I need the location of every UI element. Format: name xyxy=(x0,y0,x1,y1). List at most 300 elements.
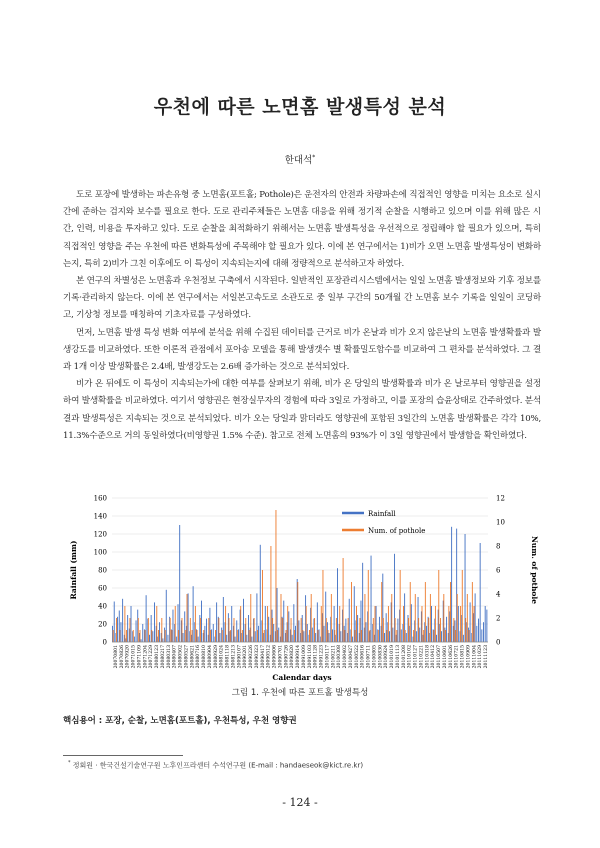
x-tick-label: 20090417 xyxy=(260,645,266,669)
pothole-bar xyxy=(405,630,406,642)
rainfall-bar xyxy=(332,629,333,642)
pothole-bar xyxy=(448,606,449,642)
x-tick-label: 20090701 xyxy=(278,645,284,669)
pothole-bar xyxy=(369,630,370,642)
pothole-bar xyxy=(455,630,456,642)
pothole-bar xyxy=(230,630,231,642)
pothole-bar xyxy=(277,630,278,642)
pothole-bar xyxy=(242,630,243,642)
pothole-bar xyxy=(418,618,419,642)
rainfall-bar xyxy=(134,637,135,642)
x-tick-label: 20110601 xyxy=(442,645,448,669)
y-tick-label: 80 xyxy=(98,566,107,575)
rainfall-bar xyxy=(255,631,256,642)
pothole-bar xyxy=(234,618,235,642)
rainfall-bar xyxy=(288,611,289,642)
pothole-bar xyxy=(356,606,357,642)
pothole-bar xyxy=(344,630,345,642)
paragraph-2: 본 연구의 차별성은 노면홈과 우천정보 구축에서 시작된다. 일반적인 포장관리시스템에서는 일일 노면홈 발생정보와 기후 정보를 기록·관리하지 않는다. 이에 본 연구에서는 서일본고속도로 소관도로 중 일부 구간의 50개월 간 노면홈 보수 기록을 일일이 코딩하고, 기상청 정보를 매칭하여 기초자료를 구성하였다. xyxy=(63,276,541,321)
pothole-bar xyxy=(161,618,162,642)
pothole-bar xyxy=(462,570,463,642)
y-tick-label: 20 xyxy=(98,620,107,629)
rainfall-bar xyxy=(193,586,194,642)
pothole-bar xyxy=(435,606,436,642)
pothole-bar xyxy=(368,570,369,642)
x-tick-label: 20100308 xyxy=(337,645,343,669)
rainfall-bar xyxy=(235,637,236,642)
paragraph-4: 비가 온 뒤에도 이 특성이 지속되는가에 대한 여부를 살펴보기 위해, 비가 온 당일의 발생확률과 비가 온 날로부터 영향권을 설정하여 발생확률을 비교하였다. 여기서 영향권은 현장실무자의 경험에 따라 3일로 가정하고, 이를 포장의 습윤상태로 간주하였다. 분석 결과 발생특성은 지속되는 것으로 분석되었다. 비가 오는 당일과 맑더라도 영향권에 포함된 3일간의 노면홈 발생확률은 각각 10%, 11.3%수준으로 거의 동일하였다(비영향권 1.5% 수준). 참고로 전체 노면홈의 93%가 이 3일 영향권에서 발생함을 확인하였다. xyxy=(63,379,541,441)
rainfall-bar xyxy=(243,599,244,642)
pothole-bar xyxy=(375,606,376,642)
pothole-bar xyxy=(474,606,475,642)
pothole-bar xyxy=(391,594,392,642)
pothole-bar xyxy=(257,630,258,642)
rainfall-bar xyxy=(401,629,402,642)
pothole-bar xyxy=(465,618,466,642)
pothole-bar xyxy=(331,594,332,642)
x-tick-label: 20091128 xyxy=(313,645,319,669)
rainfall-bar xyxy=(406,633,407,642)
rainfall-bar xyxy=(265,606,266,642)
pothole-bar xyxy=(181,618,182,642)
rainfall-bar xyxy=(366,622,367,642)
pothole-bar xyxy=(267,606,268,642)
x-tick-label: 20110507 xyxy=(437,645,443,669)
author-mark: * xyxy=(312,153,316,161)
pothole-bar xyxy=(156,606,157,642)
rainfall-bar xyxy=(204,626,205,642)
x-tick-label: 20101113 xyxy=(395,645,401,669)
pothole-bar xyxy=(187,594,188,642)
x-tick-label: 20080929 xyxy=(213,645,219,669)
pothole-bar xyxy=(165,630,166,642)
pothole-bar xyxy=(336,618,337,642)
y2-tick-label: 6 xyxy=(496,566,501,575)
rainfall-bar xyxy=(307,624,308,642)
x-tick-label: 20110909 xyxy=(466,645,472,669)
rainfall-bar xyxy=(362,563,363,642)
x-tick-label: 20080313 xyxy=(166,645,172,669)
rainfall-bar xyxy=(183,633,184,642)
x-tick-label: 20100616 xyxy=(360,645,366,669)
x-tick-label: 20081024 xyxy=(219,645,225,669)
pothole-bar xyxy=(270,546,271,642)
pothole-bar xyxy=(354,630,355,642)
rainfall-bar xyxy=(357,615,358,642)
rainfall-bar xyxy=(251,637,252,642)
pothole-bar xyxy=(148,618,149,642)
pothole-bar xyxy=(306,606,307,642)
pothole-bar xyxy=(395,618,396,642)
rainfall-bar xyxy=(220,633,221,642)
pothole-bar xyxy=(408,618,409,642)
rainfall-bar xyxy=(481,629,482,642)
rainfall-bar xyxy=(292,635,293,642)
pothole-bar xyxy=(119,630,120,642)
rainfall-bar xyxy=(303,631,304,642)
paragraph-1: 도로 포장에 발생하는 파손유형 중 노면홈(포트홀; Pothole)은 운전자의 안전과 차량파손에 직접적인 영향을 미치는 요소로 실시간에 준하는 검지와 보수를 필요로 한다. 도로 관리주체들은 노면홈 대응을 위해 정기적 순찰을 시행하고 있으며 이를 위해 많은 시간, 인력, 비용을 투자하고 있다. 도로 순찰을 최적화하기 위해서는 노면홈 발생특성을 우선적으로 정립해야 할 필요가 있으며, 특히 직접적인 영향을 주는 우천에 따른 변화특성에 주목해야 할 필요가 있다. 이에 본 연구에서는 1)비가 오면 노면홈 발생특성이 변화하는지, 특히 2)비가 그친 이후에도 이 특성이 지속되는지에 대해 정량적으로 분석하고자 하였다. xyxy=(63,190,541,269)
pothole-bar xyxy=(124,606,125,642)
legend-pothole-label: Num. of pothole xyxy=(368,527,426,535)
pothole-bar xyxy=(254,618,255,642)
pothole-bar xyxy=(343,558,344,642)
x-tick-label: 20091223 xyxy=(319,645,325,669)
pothole-bar xyxy=(403,606,404,642)
x-tick-label: 20080407 xyxy=(172,645,178,669)
x-tick-label: 20080621 xyxy=(190,645,196,669)
rainfall-bar xyxy=(278,628,279,642)
pothole-bar xyxy=(195,606,196,642)
rainfall-bar xyxy=(258,626,259,642)
x-tick-label: 20080716 xyxy=(196,645,202,669)
footnote-mark: * xyxy=(68,760,71,766)
rainfall-bar xyxy=(312,628,313,642)
pothole-bar xyxy=(415,594,416,642)
x-tick-label: 20081213 xyxy=(231,645,237,669)
x-tick-label: 20110318 xyxy=(425,645,431,669)
pothole-bar xyxy=(317,630,318,642)
pothole-bar xyxy=(467,594,468,642)
x-tick-label: 20111123 xyxy=(484,645,490,669)
rainfall-bar xyxy=(337,568,338,642)
x-tick-label: 20110626 xyxy=(448,645,454,669)
rainfall-bar xyxy=(431,606,432,642)
rainfall-bar xyxy=(463,635,464,642)
pothole-bar xyxy=(170,618,171,642)
rainfall-bar xyxy=(246,635,247,642)
x-tick-label: 20110721 xyxy=(454,645,460,669)
x-tick-label: 20081118 xyxy=(225,645,231,669)
keywords: 핵심용어 : 포장, 순찰, 노면홈(포트홀), 우천특성, 우천 영향권 xyxy=(63,716,297,726)
pothole-bar xyxy=(240,606,241,642)
rainfall-bar xyxy=(475,593,476,642)
pothole-bar xyxy=(215,630,216,642)
y2-tick-label: 4 xyxy=(496,590,501,599)
pothole-bar xyxy=(450,582,451,642)
rainfall-bar xyxy=(458,606,459,642)
author xyxy=(0,152,600,166)
x-tick-label: 20071015 xyxy=(131,645,137,669)
rainfall-bar xyxy=(122,599,123,642)
y-tick-labels xyxy=(94,495,107,647)
pothole-bar xyxy=(272,618,273,642)
rainfall-bar xyxy=(154,602,155,642)
legend-rainfall-label: Rainfall xyxy=(368,510,396,518)
rainfall-bar xyxy=(397,619,398,642)
x-tick-label: 20101208 xyxy=(401,645,407,669)
pothole-bar xyxy=(373,618,374,642)
rainfall-bar xyxy=(411,604,412,642)
pothole-bar xyxy=(396,630,397,642)
rainfall-bar xyxy=(273,624,274,642)
pothole-bar xyxy=(359,618,360,642)
rainfall-bar xyxy=(136,620,137,642)
x-tick-label: 20070801 xyxy=(113,645,119,669)
pothole-bar xyxy=(339,606,340,642)
rainfall-bar xyxy=(173,610,174,642)
x-tick-label: 20110412 xyxy=(431,645,437,669)
rainfall-bar xyxy=(384,633,385,642)
pothole-bar xyxy=(282,618,283,642)
pothole-bar xyxy=(425,582,426,642)
x-tick-label: 20100805 xyxy=(372,645,378,669)
rainfall-bar xyxy=(198,637,199,642)
rainfall-bar xyxy=(379,617,380,642)
rainfall-bar xyxy=(216,602,217,642)
rainfall-bar xyxy=(131,606,132,642)
pothole-bar xyxy=(113,630,114,642)
x-tick-label: 20071109 xyxy=(137,645,143,669)
pothole-bar xyxy=(348,618,349,642)
pothole-bar xyxy=(178,630,179,642)
rainfall-bar xyxy=(162,638,163,642)
pothole-bar xyxy=(116,618,117,642)
pothole-bar xyxy=(208,618,209,642)
pothole-bar xyxy=(291,618,292,642)
rainfall-bar xyxy=(179,525,180,642)
rainfall-bar xyxy=(268,617,269,642)
pothole-bar xyxy=(364,594,365,642)
pothole-bar xyxy=(171,630,172,642)
rainfall-bar xyxy=(295,626,296,642)
pothole-bar xyxy=(126,630,127,642)
x-tick-label: 20071229 xyxy=(149,645,155,669)
paragraph-3: 먼저, 노면홈 발생 특성 변화 여부에 분석을 위해 수집된 데이터를 근거로 비가 온날과 비가 오지 않은날의 노면홈 발생확률과 발생강도를 비교하였다. 또한 이론적 관점에서 포아송 모델을 통해 발생갯수 별 확률밀도함수를 비교하여 그 편차를 분석하였다. 그 결과 1개 이상 발생확률은 2.4배, 발생강도는 2.6배 증가하는 것으로 분석되었다. xyxy=(63,327,541,373)
pothole-bar xyxy=(275,510,276,642)
pothole-bar xyxy=(472,582,473,642)
rainfall-bar xyxy=(486,610,487,642)
pothole-bar xyxy=(222,630,223,642)
pothole-bar xyxy=(430,594,431,642)
pothole-bar xyxy=(460,606,461,642)
rainfall-bar xyxy=(416,631,417,642)
pothole-bar xyxy=(361,630,362,642)
y2-tick-labels xyxy=(496,495,505,647)
rainfall-bar xyxy=(159,622,160,642)
y-tick-label: 100 xyxy=(93,548,107,557)
rainfall-bar xyxy=(283,601,284,642)
x-tick-label: 20100924 xyxy=(384,645,390,669)
pothole-bar xyxy=(200,618,201,642)
pothole-bar xyxy=(129,618,130,642)
x-tick-label: 20080217 xyxy=(160,645,166,669)
pothole-bar xyxy=(185,630,186,642)
pothole-bar xyxy=(453,618,454,642)
pothole-bar xyxy=(301,618,302,642)
pothole-bar xyxy=(145,630,146,642)
pothole-bar xyxy=(190,618,191,642)
rainfall-bar xyxy=(213,624,214,642)
pothole-bar xyxy=(133,630,134,642)
pothole-bar xyxy=(321,606,322,642)
pothole-bar xyxy=(158,630,159,642)
rainfall-bar xyxy=(315,633,316,642)
y2-tick-label: 0 xyxy=(496,638,501,647)
y-tick-label: 40 xyxy=(98,602,107,611)
pothole-bar xyxy=(138,618,139,642)
y-axis-label: Rainfall (mm) xyxy=(69,540,78,600)
pothole-bar xyxy=(322,570,323,642)
pothole-bar xyxy=(245,618,246,642)
pothole-bar xyxy=(286,630,287,642)
rainfall-bar xyxy=(451,527,452,642)
rainfall-bar xyxy=(476,626,477,642)
pothole-bar xyxy=(388,606,389,642)
rainfall-bar xyxy=(149,635,150,642)
pothole-bar xyxy=(249,630,250,642)
figure-caption: 그림 1. 우천에 따른 포트홀 발생특성 xyxy=(231,688,369,698)
rainfall-bar xyxy=(211,629,212,642)
rainfall-bar xyxy=(485,606,486,642)
y2-tick-label: 12 xyxy=(496,494,505,503)
pothole-bar xyxy=(423,630,424,642)
rainfall-bar xyxy=(188,593,189,642)
rainfall-bar xyxy=(324,626,325,642)
pothole-bar xyxy=(250,594,251,642)
rainfall-bar xyxy=(349,599,350,642)
abstract-body xyxy=(63,187,541,445)
rainfall-bar xyxy=(478,619,479,642)
x-tick-label: 20090606 xyxy=(272,645,278,669)
x-tick-label: 20110815 xyxy=(460,645,466,669)
x-tick-label: 20100522 xyxy=(354,645,360,669)
pothole-bar xyxy=(210,630,211,642)
x-tick-label: 20110221 xyxy=(419,645,425,669)
rainfall-bar xyxy=(470,602,471,642)
pothole-bar xyxy=(294,630,295,642)
rainfall-bar xyxy=(146,595,147,642)
x-axis-label: Calendar days xyxy=(272,673,332,682)
y2-tick-label: 8 xyxy=(496,542,501,551)
x-tick-label: 20080123 xyxy=(155,645,161,669)
x-tick-label: 20100117 xyxy=(325,645,331,669)
page-number: - 124 - xyxy=(282,796,318,809)
pothole-bar xyxy=(237,630,238,642)
pothole-bar xyxy=(328,630,329,642)
pothole-bar xyxy=(386,630,387,642)
x-tick-label: 20111004 xyxy=(472,645,478,669)
rainfall-bar xyxy=(392,628,393,642)
pothole-bar xyxy=(192,630,193,642)
x-tick-label: 20090201 xyxy=(243,645,249,669)
pothole-bar xyxy=(203,630,204,642)
rainfall-bar xyxy=(120,622,121,642)
rainfall-bar xyxy=(340,631,341,642)
pothole-bar xyxy=(314,618,315,642)
y-tick-label: 140 xyxy=(93,512,107,521)
x-tick-label: 20080810 xyxy=(202,645,208,669)
pothole-bar xyxy=(445,630,446,642)
y2-tick-label: 2 xyxy=(496,614,501,623)
rainfall-bar xyxy=(141,639,142,642)
x-tick-label: 20090107 xyxy=(237,645,243,669)
rainfall-bar xyxy=(260,545,261,642)
x-tick-label: 20090226 xyxy=(249,645,255,669)
rainfall-bar xyxy=(376,606,377,642)
rainfall-bar xyxy=(389,631,390,642)
pothole-bar xyxy=(422,606,423,642)
x-tick-label: 20100402 xyxy=(343,645,349,669)
x-tick-label: 20091009 xyxy=(301,645,307,669)
x-tick-label: 20071204 xyxy=(143,645,149,669)
rainfall-bar xyxy=(166,590,167,642)
rainfall-bar xyxy=(345,619,346,642)
page-title: 우천에 따른 노면홈 발생특성 분석 xyxy=(153,96,447,118)
rainfall-bar xyxy=(352,637,353,642)
pothole-bar xyxy=(378,630,379,642)
rainfall-bar xyxy=(231,606,232,642)
y2-axis-label: Num. of pothole xyxy=(530,535,539,605)
footnote-text: 정회원 · 한국건설기술연구원 노후인프라센터 수석연구원 (E-mail : handaeseok@kict.re.kr) xyxy=(72,761,364,770)
x-tick-label: 20110102 xyxy=(407,645,413,669)
rainfall-bar xyxy=(298,620,299,642)
rainfall-bars xyxy=(112,525,487,642)
pothole-bar xyxy=(297,582,298,642)
pothole-bar xyxy=(469,630,470,642)
rainfall-bar xyxy=(176,637,177,642)
rainfall-bar xyxy=(483,622,484,642)
pothole-bar xyxy=(228,618,229,642)
x-tick-label: 20090820 xyxy=(290,645,296,669)
x-tick-label: 20080502 xyxy=(178,645,184,669)
rainfall-pothole-chart xyxy=(62,492,544,682)
rainfall-bar xyxy=(329,633,330,642)
x-tick-label: 20080904 xyxy=(207,645,213,669)
author-name: 한대석 xyxy=(284,155,313,166)
rainfall-bar xyxy=(480,543,481,642)
pothole-bar xyxy=(440,618,441,642)
pothole-bar xyxy=(225,606,226,642)
x-tick-label: 20091103 xyxy=(307,645,313,669)
pothole-bar xyxy=(218,618,219,642)
pothole-bar xyxy=(197,630,198,642)
pothole-bar xyxy=(410,582,411,642)
x-tick-label: 20100711 xyxy=(366,645,372,669)
y-tick-label: 160 xyxy=(93,494,107,503)
x-tick-labels xyxy=(113,645,489,668)
pothole-bar xyxy=(302,630,303,642)
rainfall-bar xyxy=(436,635,437,642)
footnote xyxy=(68,760,363,770)
rainfall-bar xyxy=(446,617,447,642)
x-tick-label: 20070826 xyxy=(119,645,125,669)
x-tick-label: 20070920 xyxy=(125,645,131,669)
pothole-bar xyxy=(311,594,312,642)
rainfall-bar xyxy=(319,629,320,642)
rainfall-bar xyxy=(127,615,128,642)
rainfall-bar xyxy=(167,635,168,642)
chart-legend xyxy=(342,510,425,535)
rainfall-bar xyxy=(152,631,153,642)
rainfall-bar xyxy=(142,624,143,642)
y-tick-label: 60 xyxy=(98,584,107,593)
rainfall-bar xyxy=(426,626,427,642)
pothole-bar xyxy=(334,630,335,642)
x-tick-label: 20100211 xyxy=(331,645,337,669)
pothole-bar xyxy=(175,606,176,642)
pothole-bar xyxy=(326,618,327,642)
pothole-bar xyxy=(262,570,263,642)
x-tick-label: 20080527 xyxy=(184,645,190,669)
rainfall-bar xyxy=(371,556,372,642)
y-tick-label: 120 xyxy=(93,530,107,539)
pothole-bar xyxy=(457,594,458,642)
rainfall-bar xyxy=(238,629,239,642)
pothole-bar xyxy=(433,630,434,642)
rainfall-bar xyxy=(114,602,115,643)
rainfall-bar xyxy=(117,617,118,642)
rainfall-bar xyxy=(201,601,202,642)
